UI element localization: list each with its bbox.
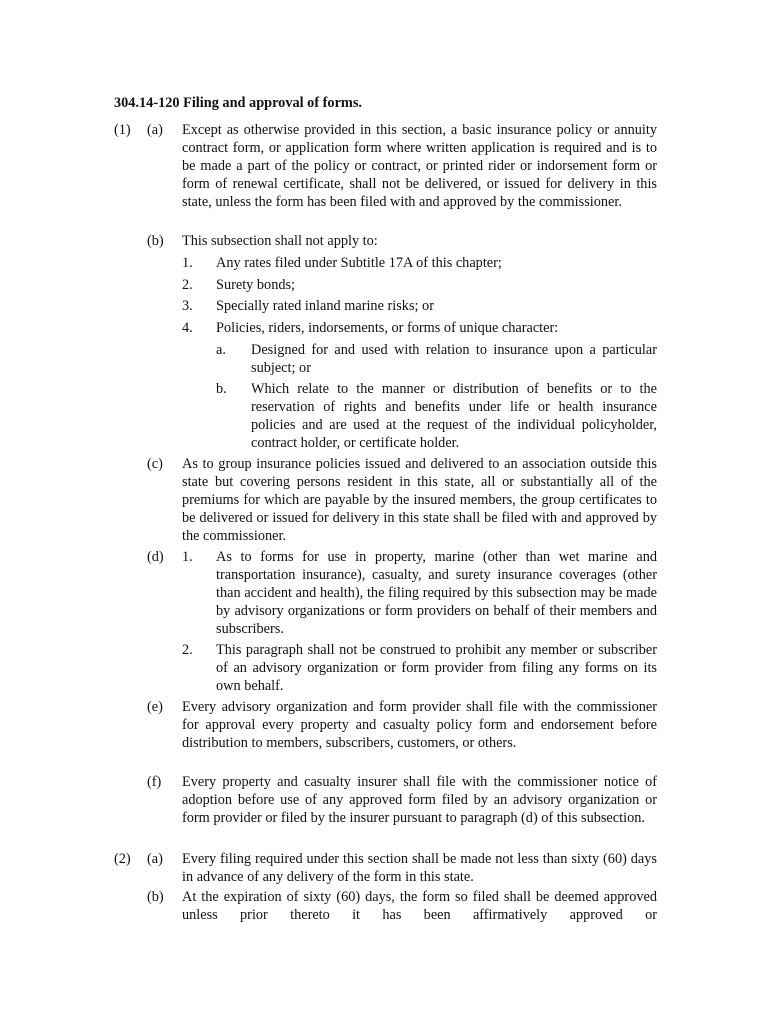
paragraph-label: (a) [147,851,163,867]
paragraph-label: (f) [147,774,162,790]
list-item-text: This paragraph shall not be construed to prohibit any member or subscriber of an advisory organization or form provider from filing any forms on its own behalf. [216,642,657,694]
paragraph-text: Every advisory organization and form provider shall file with the commissioner for approval every property and casualty policy form and endorsement before distribution to members, subscribers, customers, or others. [182,699,657,751]
paragraph-label: (c) [147,456,163,472]
paragraph-label: (a) [147,122,163,138]
sublist-letter: a. [216,342,226,358]
list-item-text: Specially rated inland marine risks; or [216,298,434,314]
list-item-text: As to forms for use in property, marine (other than wet marine and transportation insurance), casualty, and surety insurance coverages (other than accident and health), the filing required by this subsection may be made by advisory organizations or form providers on behalf of their members and subscribers. [216,549,657,637]
paragraph-text: As to group insurance policies issued and delivered to an association outside this state but covering persons resident in this state, all or substantially all of the premiums for which are payable by the insured members, the group certificates to be delivered or issued for delivery in this state shall be filed with and approved by the commissioner. [182,456,657,544]
sublist-item-text: Which relate to the manner or distribution of benefits or to the reservation of rights and benefits under life or health insurance policies and are used at the request of the individual policyholder, contract holder, or certificate holder. [251,381,657,451]
paragraph-label: (e) [147,699,163,715]
subsection-number: (2) [114,851,131,867]
list-number: 2. [182,277,193,293]
sublist-item-text: Designed for and used with relation to insurance upon a particular subject; or [251,342,657,376]
paragraph-label: (b) [147,233,164,249]
list-item-text: Surety bonds; [216,277,296,293]
list-item-text: Policies, riders, indorsements, or forms of unique character: [216,320,559,336]
list-number: 2. [182,642,193,658]
section-heading: 304.14-120 Filing and approval of forms. [114,95,362,111]
subsection-number: (1) [114,122,131,138]
list-number: 1. [182,255,193,271]
paragraph-text: Except as otherwise provided in this section, a basic insurance policy or annuity contract form, or application form where written application is required and is to be made a part of the policy or contract, or printed rider or indorsement form or form of renewal certificate, shall not be delivered, or issued for delivery in this state, unless the form has been filed with and approved by the commissioner. [182,122,657,210]
list-number: 1. [182,549,193,565]
paragraph-text: Every filing required under this section shall be made not less than sixty (60) days in advance of any delivery of the form in this state. [182,851,657,885]
paragraph-label: (d) [147,549,164,565]
paragraph-text: Every property and casualty insurer shall file with the commissioner notice of adoption before use of any approved form filed by an advisory organization or form provider or filed by the insurer pursuant to paragraph (d) of this subsection. [182,774,657,826]
list-number: 4. [182,320,193,336]
list-number: 3. [182,298,193,314]
paragraph-text: This subsection shall not apply to: [182,233,378,249]
list-item-text: Any rates filed under Subtitle 17A of this chapter; [216,255,502,271]
sublist-letter: b. [216,381,227,397]
paragraph-label: (b) [147,889,164,905]
paragraph-text: At the expiration of sixty (60) days, the form so filed shall be deemed approved unless prior thereto it has been affirmatively approved or [182,889,657,923]
